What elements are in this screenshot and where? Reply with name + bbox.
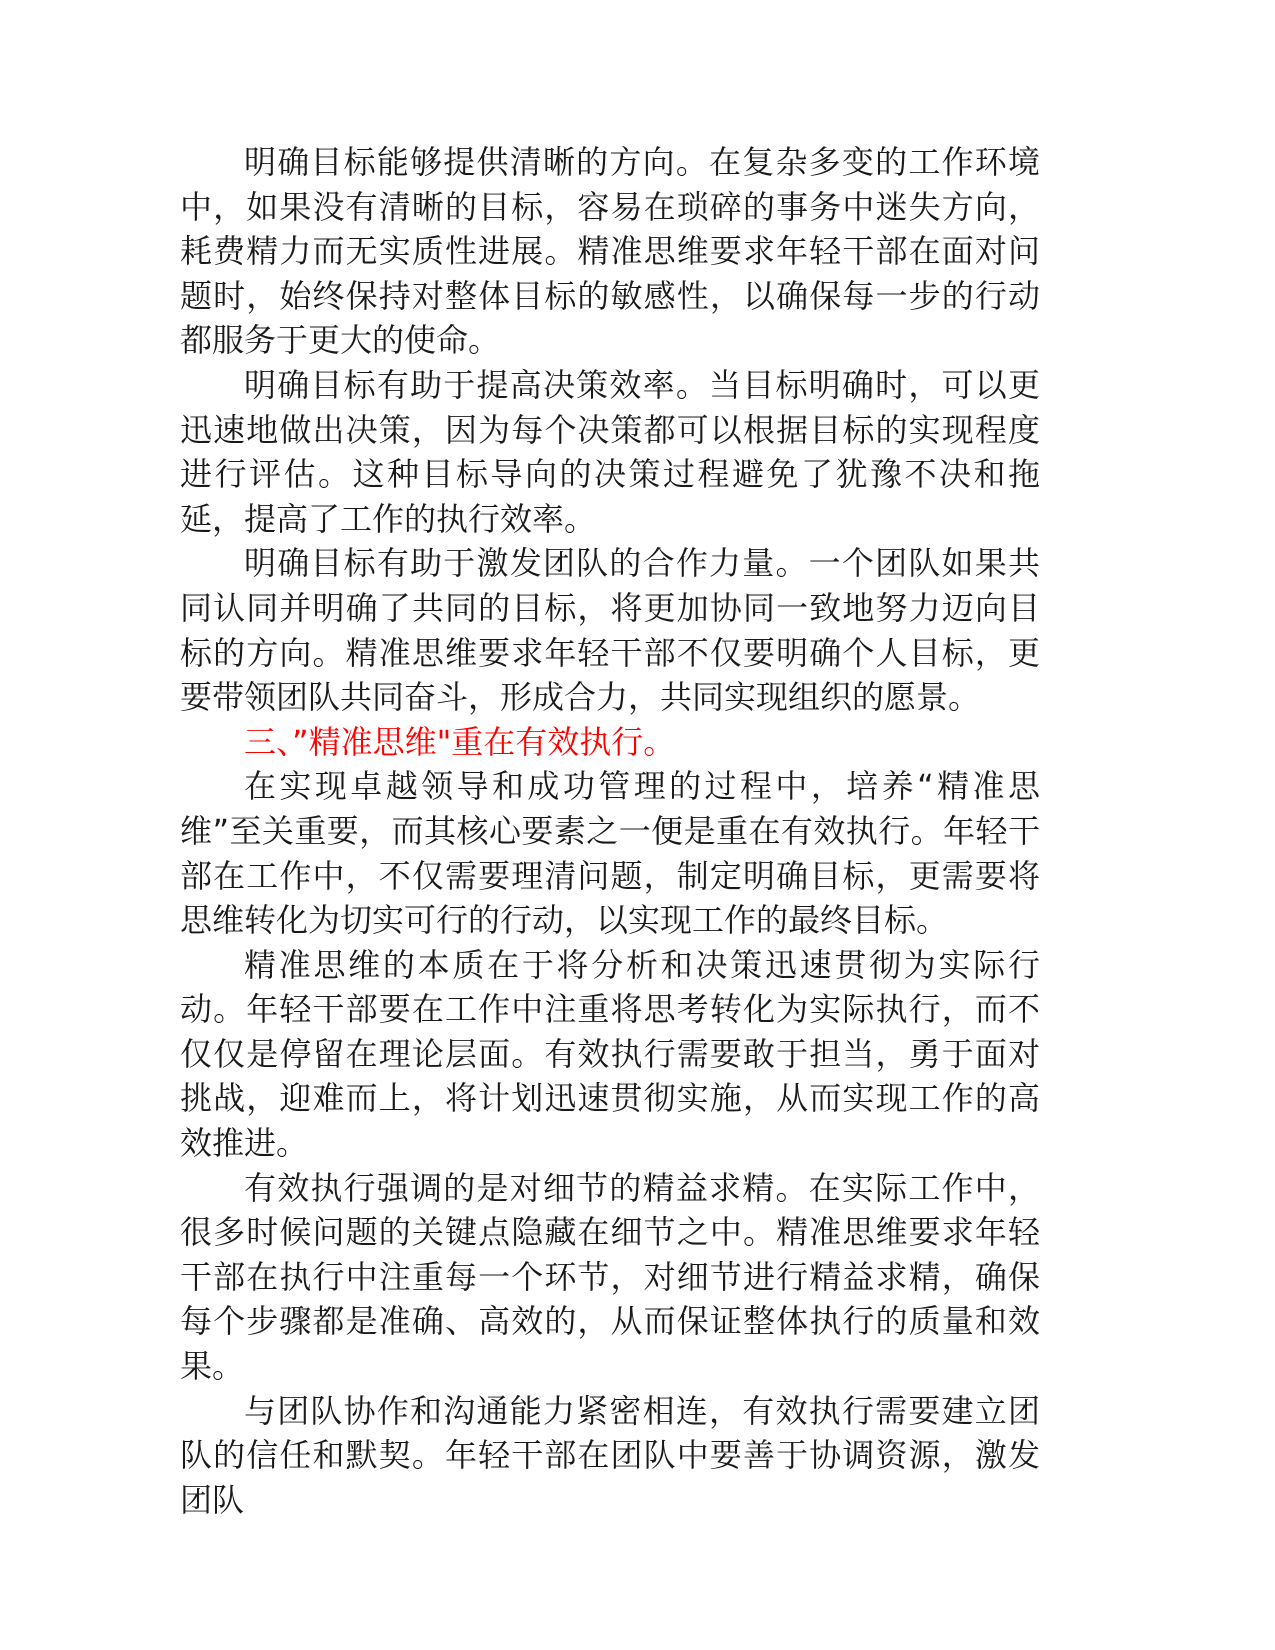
paragraph-execution-essence: 精准思维的本质在于将分析和决策迅速贯彻为实际行动。年轻干部要在工作中注重将思考转化为实际执行，而不仅仅是停留在理论层面。有效执行需要敢于担当，勇于面对挑战，迎难而上，将计划迅速贯彻实施，从而实现工作的高效推进。	[180, 945, 1040, 1163]
document-body	[180, 140, 1040, 1522]
paragraph-decision-efficiency: 明确目标有助于提高决策效率。当目标明确时，可以更迅速地做出决策，因为每个决策都可以根据目标的实现程度进行评估。这种目标导向的决策过程避免了犹豫不决和拖延，提高了工作的执行效率。	[180, 365, 1040, 538]
paragraph-attention-to-detail: 有效执行强调的是对细节的精益求精。在实际工作中，很多时候问题的关键点隐藏在细节之中。精准思维要求年轻干部在执行中注重每一个环节，对细节进行精益求精，确保每个步骤都是准确、高效的，从而保证整体执行的质量和效果。	[180, 1168, 1040, 1386]
paragraph-team-collaboration: 与团队协作和沟通能力紧密相连，有效执行需要建立团队的信任和默契。年轻干部在团队中要善于协调资源，激发团队	[180, 1391, 1040, 1519]
paragraph-execution-intro: 在实现卓越领导和成功管理的过程中，培养“精准思维”至关重要，而其核心要素之一便是重在有效执行。年轻干部在工作中，不仅需要理清问题，制定明确目标，更需要将思维转化为切实可行的行动，以实现工作的最终目标。	[180, 767, 1040, 940]
paragraph-clear-direction: 明确目标能够提供清晰的方向。在复杂多变的工作环境中，如果没有清晰的目标，容易在琐碎的事务中迷失方向，耗费精力而无实质性进展。精准思维要求年轻干部在面对问题时，始终保持对整体目标的敏感性，以确保每一步的行动都服务于更大的使命。	[180, 143, 1040, 360]
section-heading-effective-execution: 三、”精准思维"重在有效执行。	[244, 722, 676, 761]
paragraph-team-cooperation: 明确目标有助于激发团队的合作力量。一个团队如果共同认同并明确了共同的目标，将更加协同一致地努力迈向目标的方向。精准思维要求年轻干部不仅要明确个人目标，更要带领团队共同奋斗，形成合力，共同实现组织的愿景。	[180, 544, 1040, 717]
